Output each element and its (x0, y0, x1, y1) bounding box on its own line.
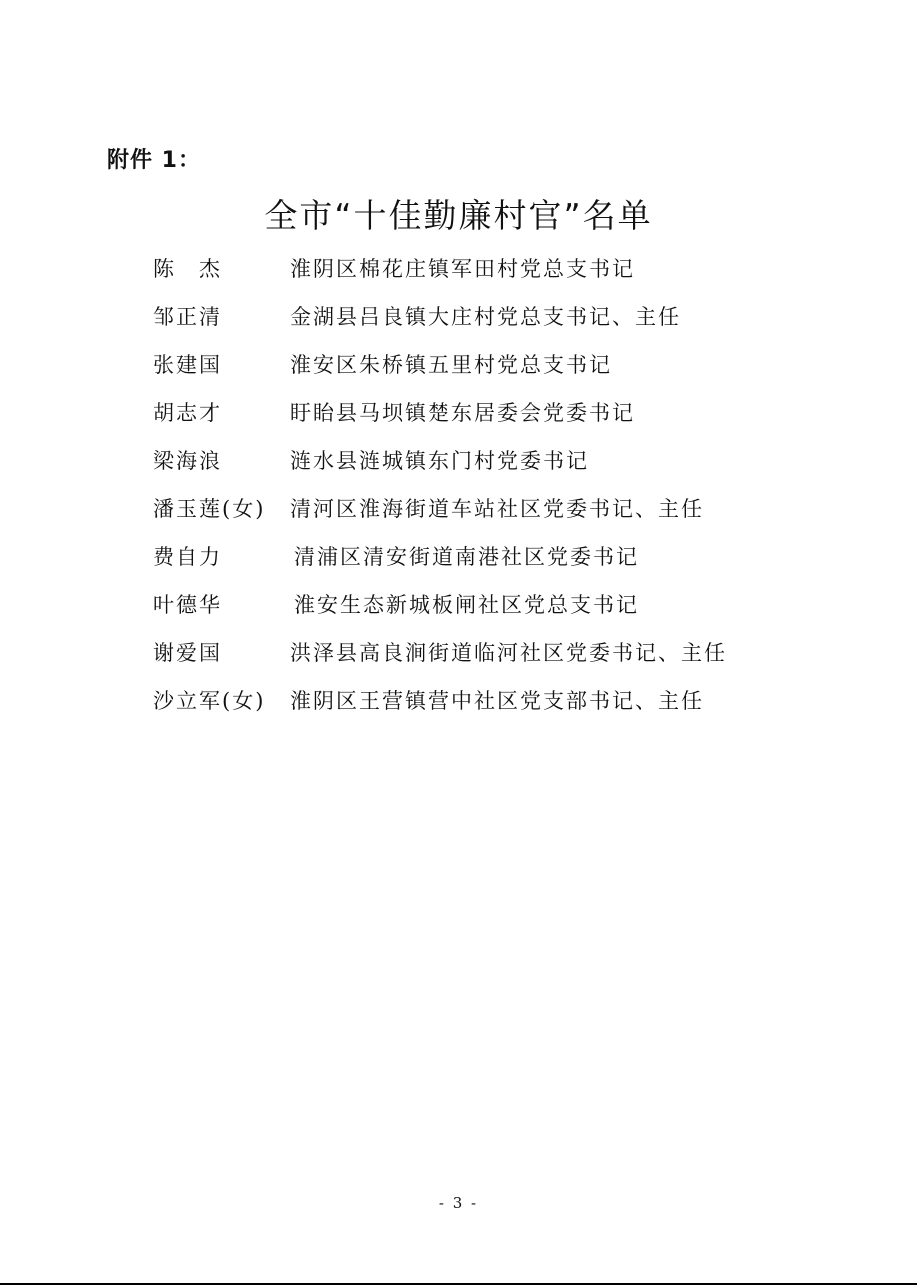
list-item (153, 444, 853, 492)
entry-position: 洪泽县高良涧街道临河社区党委书记、主任 (290, 641, 727, 665)
entry-name: 陈 杰 (153, 257, 222, 281)
list-item (153, 348, 853, 396)
bottom-divider (0, 1283, 917, 1285)
list-item (153, 540, 853, 588)
entry-name: 邹正清 (153, 305, 222, 329)
entry-position: 清浦区清安街道南港社区党委书记 (294, 545, 639, 569)
entry-name: 胡志才 (153, 401, 222, 425)
entry-position: 金湖县吕良镇大庄村党总支书记、主任 (290, 305, 681, 329)
page-number: - 3 - (438, 1194, 479, 1212)
entry-name: 张建国 (153, 353, 222, 377)
entry-position: 淮阴区王营镇营中社区党支部书记、主任 (290, 689, 704, 713)
list-item (153, 300, 853, 348)
entry-name: 费自力 (153, 545, 222, 569)
name-list (153, 252, 853, 732)
entry-name: 梁海浪 (153, 449, 222, 473)
entry-name: 潘玉莲(女) (153, 497, 266, 521)
entry-position: 淮安生态新城板闸社区党总支书记 (294, 593, 639, 617)
entry-position: 涟水县涟城镇东门村党委书记 (290, 449, 589, 473)
entry-position: 淮阴区棉花庄镇军田村党总支书记 (290, 257, 635, 281)
entry-name: 叶德华 (153, 593, 222, 617)
entry-position: 淮安区朱桥镇五里村党总支书记 (290, 353, 612, 377)
entry-position: 清河区淮海街道车站社区党委书记、主任 (290, 497, 704, 521)
document-title: 全市“十佳勤廉村官”名单 (264, 196, 653, 235)
entry-name: 谢爱国 (153, 641, 222, 665)
list-item (153, 636, 853, 684)
entry-position: 盱眙县马坝镇楚东居委会党委书记 (290, 401, 635, 425)
list-item (153, 684, 853, 732)
list-item (153, 492, 853, 540)
list-item (153, 396, 853, 444)
list-item (153, 252, 853, 300)
entry-name: 沙立军(女) (153, 689, 266, 713)
list-item (153, 588, 853, 636)
attachment-label: 附件 1： (107, 148, 201, 173)
